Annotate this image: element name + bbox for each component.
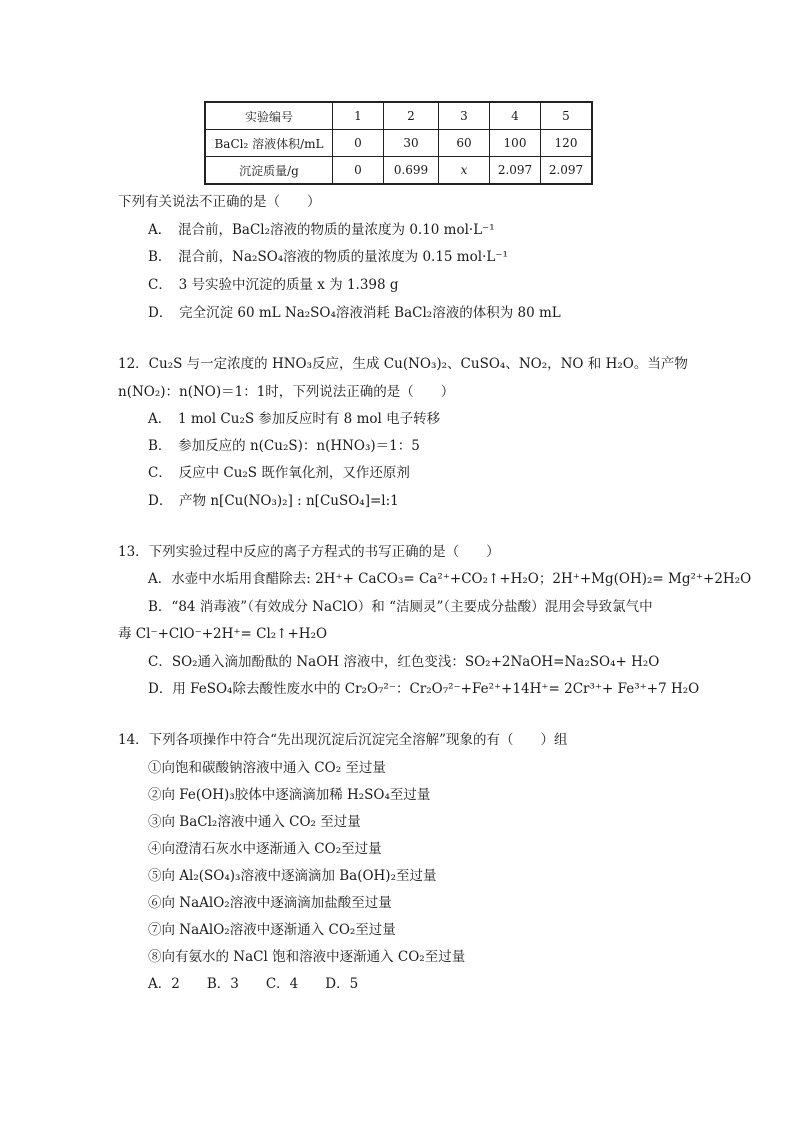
q12-option-c: C． 反应中 Cu₂S 既作氧化剂，又作还原剂	[148, 465, 410, 481]
table-cell: 2.097	[490, 157, 541, 185]
q14-item: ③向 BaCl₂溶液中通入 CO₂ 至过量	[148, 814, 361, 830]
q13-option-a: A．水壶中水垢用食醋除去: 2H⁺+ CaCO₃= Ca²⁺+CO₂↑+H₂O；2H⁺+Mg(OH)₂= Mg²⁺+2H₂O	[148, 571, 752, 587]
table-cell: 2.097	[541, 157, 593, 185]
q14-item: ②向 Fe(OH)₃胶体中逐滴滴加稀 H₂SO₄至过量	[148, 787, 431, 803]
q14-item: ⑥向 NaAlO₂溶液中逐滴滴加盐酸至过量	[148, 895, 392, 911]
q14-answer-options: A．2 B．3 C．4 D．5	[148, 976, 359, 992]
q11-option-a: A． 混合前，BaCl₂溶液的物质的量浓度为 0.10 mol·L⁻¹	[148, 222, 495, 238]
q14-item: ⑦向 NaAlO₂溶液中逐渐通入 CO₂至过量	[148, 922, 396, 938]
q14-stem: 14．下列各项操作中符合“先出现沉淀后沉淀完全溶解”现象的有（ ）组	[118, 732, 568, 748]
q12-option-b: B． 参加反应的 n(Cu₂S)：n(HNO₃)＝1：5	[148, 438, 420, 454]
q13-option-b-line2: 毒 Cl⁻+ClO⁻+2H⁺= Cl₂↑+H₂O	[118, 626, 328, 642]
table-cell: 120	[541, 130, 593, 157]
q11-option-c: C． 3 号实验中沉淀的质量 x 为 1.398 g	[148, 277, 399, 293]
table-cell: 实验编号	[205, 102, 333, 130]
table-cell: 100	[490, 130, 541, 157]
table-cell: 30	[384, 130, 439, 157]
q13-option-b-line1: B．“84 消毒液”（有效成分 NaClO）和 “洁厕灵”（主要成分盐酸）混用会导致氯气中	[148, 599, 653, 615]
experiment-table	[204, 101, 593, 185]
q14-item: ①向饱和碳酸钠溶液中通入 CO₂ 至过量	[148, 760, 386, 776]
table-cell: 4	[490, 102, 541, 130]
q14-item: ⑧向有氨水的 NaCl 饱和溶液中逐渐通入 CO₂至过量	[148, 949, 466, 965]
q13-option-d: D．用 FeSO₄除去酸性废水中的 Cr₂O₇²⁻：Cr₂O₇²⁻+Fe²⁺+14H⁺= 2Cr³⁺+ Fe³⁺+7 H₂O	[148, 681, 700, 697]
q12-option-a: A． 1 mol Cu₂S 参加反应时有 8 mol 电子转移	[148, 411, 441, 427]
table-cell: 5	[541, 102, 593, 130]
table-cell: x	[439, 157, 490, 185]
q12-stem-line2: n(NO₂)：n(NO)＝1：1时，下列说法正确的是（ ）	[118, 384, 455, 400]
q12-option-d: D． 产物 n[Cu(NO₃)₂] : n[CuSO₄]=l:1	[148, 493, 399, 509]
q12-stem-line1: 12．Cu₂S 与一定浓度的 HNO₃反应，生成 Cu(NO₃)₂、CuSO₄、NO₂，NO 和 H₂O。当产物	[118, 356, 688, 372]
q14-item: ④向澄清石灰水中逐渐通入 CO₂至过量	[148, 841, 382, 857]
table-header-row	[205, 102, 592, 130]
q11-option-b: B． 混合前，Na₂SO₄溶液的物质的量浓度为 0.15 mol·L⁻¹	[148, 249, 508, 265]
table-cell: BaCl₂ 溶液体积/mL	[205, 130, 333, 157]
table-cell: 0	[333, 157, 384, 185]
table-row	[205, 130, 592, 157]
table-cell: 0	[333, 130, 384, 157]
table-cell: 3	[439, 102, 490, 130]
table-cell: 沉淀质量/g	[205, 157, 333, 185]
q13-stem: 13．下列实验过程中反应的离子方程式的书写正确的是（ ）	[118, 544, 500, 560]
q13-option-c: C．SO₂通入滴加酚酞的 NaOH 溶液中，红色变浅：SO₂+2NaOH=Na₂SO₄+ H₂O	[148, 654, 660, 670]
table-cell: 1	[333, 102, 384, 130]
table-cell: 60	[439, 130, 490, 157]
q11-option-d: D． 完全沉淀 60 mL Na₂SO₄溶液消耗 BaCl₂溶液的体积为 80 mL	[148, 305, 561, 321]
q14-item: ⑤向 Al₂(SO₄)₃溶液中逐滴滴加 Ba(OH)₂至过量	[148, 868, 437, 884]
table-cell: 0.699	[384, 157, 439, 185]
q11-stem: 下列有关说法不正确的是（ ）	[118, 194, 321, 210]
table-cell: 2	[384, 102, 439, 130]
table-row	[205, 157, 592, 185]
